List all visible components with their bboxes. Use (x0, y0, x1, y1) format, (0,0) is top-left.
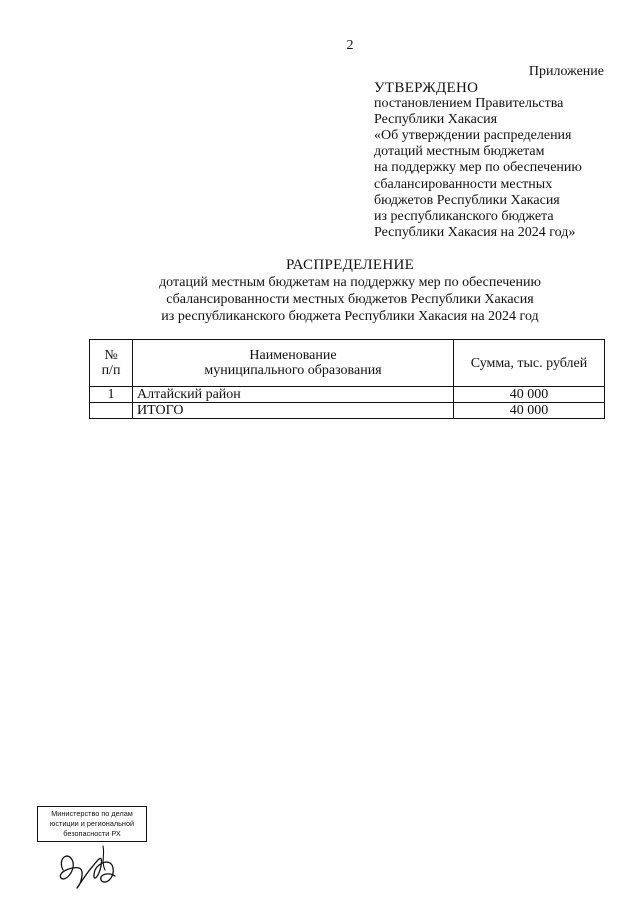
row-sum: 40 000 (454, 387, 605, 403)
page-number: 2 (346, 38, 354, 53)
approval-line: «Об утверждении распределения (374, 128, 572, 144)
header-name (133, 340, 454, 387)
approval-line: бюджетов Республики Хакасия (374, 192, 560, 208)
distribution-table (89, 339, 605, 419)
approval-line: из республиканского бюджета (374, 208, 554, 224)
stamp-line: Министерство по делам (51, 809, 133, 818)
subtitle-line: из республиканского бюджета Республики Хакасия на 2024 год (161, 309, 539, 324)
stamp-line: юстиции и региональной (49, 819, 135, 828)
total-number (90, 403, 133, 419)
header-name-line1: Наименование (249, 348, 337, 363)
header-number (90, 340, 133, 387)
approval-line: на поддержку мер по обеспечению (374, 160, 582, 176)
appendix-label: Приложение (528, 64, 604, 79)
stamp-line: безопасности РХ (63, 829, 121, 838)
row-number: 1 (90, 387, 133, 403)
table-header-row (90, 340, 605, 387)
approval-block (374, 80, 582, 241)
approval-line: сбалансированности местных (374, 176, 553, 192)
approved-heading: УТВЕРЖДЕНО (374, 80, 479, 96)
approval-line: постановлением Правительства (374, 96, 564, 112)
approval-line: Республики Хакасия на 2024 год» (374, 224, 576, 240)
signature-icon (55, 840, 135, 895)
header-sum: Сумма, тыс. рублей (454, 340, 605, 387)
table-total-row (90, 403, 605, 419)
ministry-stamp (37, 806, 147, 842)
total-sum: 40 000 (454, 403, 605, 419)
row-name: Алтайский район (133, 387, 454, 403)
header-number-line2: п/п (101, 363, 121, 378)
approval-line: дотаций местным бюджетам (374, 144, 545, 160)
header-name-line2: муниципального образования (204, 363, 382, 378)
table-row (90, 387, 605, 403)
document-subtitle (0, 274, 640, 325)
subtitle-line: дотаций местным бюджетам на поддержку мер по обеспечению (159, 275, 541, 290)
subtitle-line: сбалансированности местных бюджетов Республики Хакасия (166, 292, 534, 307)
document-title: РАСПРЕДЕЛЕНИЕ (285, 257, 415, 273)
approval-line: Республики Хакасия (374, 112, 498, 128)
header-number-line1: № (104, 348, 118, 363)
total-label: ИТОГО (133, 403, 454, 419)
